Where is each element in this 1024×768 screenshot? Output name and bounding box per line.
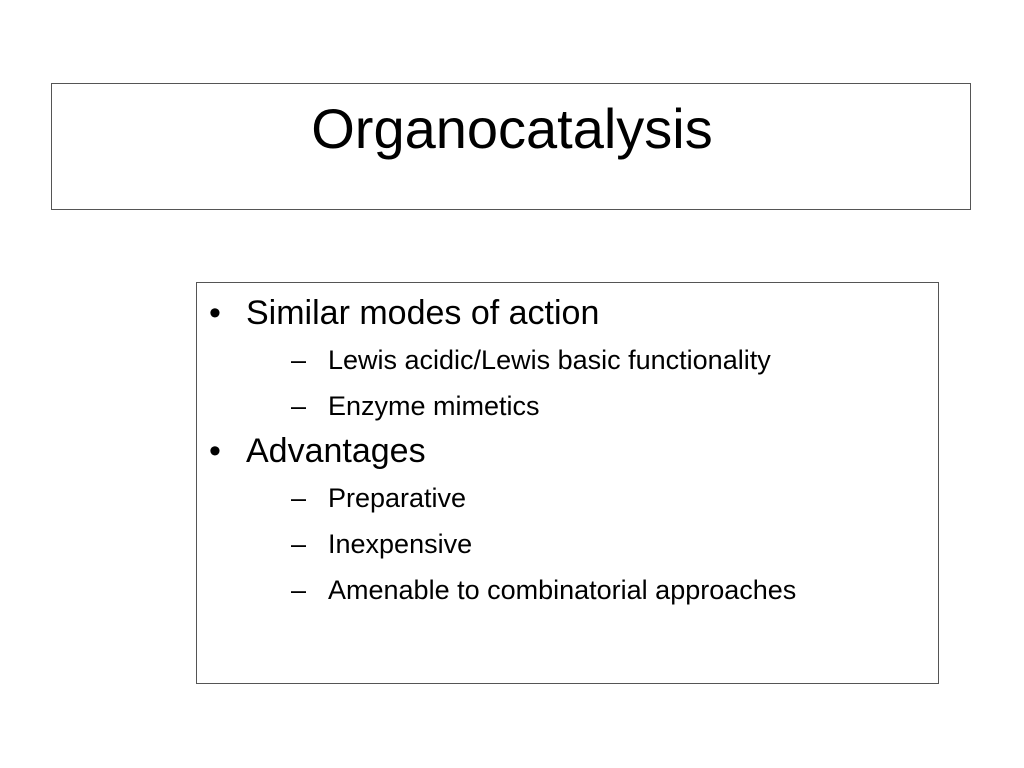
bullet-item — [209, 429, 796, 613]
sub-bullet-text: Preparative — [328, 483, 467, 513]
bullet-text: Similar modes of action — [246, 294, 600, 332]
sub-bullet-marker: – — [291, 391, 307, 421]
sub-bullet-text: Enzyme mimetics — [328, 391, 540, 421]
sub-bullet-item — [283, 567, 796, 613]
sub-bullet-text: Amenable to combinatorial approaches — [328, 575, 797, 605]
sub-bullet-marker: – — [291, 575, 307, 605]
sub-bullet-item — [283, 521, 796, 567]
sub-bullet-list — [246, 475, 796, 613]
sub-bullet-marker: – — [291, 529, 307, 559]
sub-bullet-marker: – — [291, 483, 307, 513]
sub-bullet-item — [283, 383, 796, 429]
sub-bullet-text: Inexpensive — [328, 529, 473, 559]
sub-bullet-marker: – — [291, 345, 307, 375]
bullet-marker: • — [209, 432, 221, 470]
bullet-marker: • — [209, 294, 221, 332]
sub-bullet-list — [246, 337, 796, 429]
bullet-text: Advantages — [246, 432, 426, 470]
sub-bullet-item — [283, 337, 796, 383]
slide-title: Organocatalysis — [311, 97, 713, 160]
bullet-list — [209, 287, 796, 613]
sub-bullet-item — [283, 475, 796, 521]
sub-bullet-text: Lewis acidic/Lewis basic functionality — [328, 345, 771, 375]
bullet-item — [209, 291, 796, 429]
